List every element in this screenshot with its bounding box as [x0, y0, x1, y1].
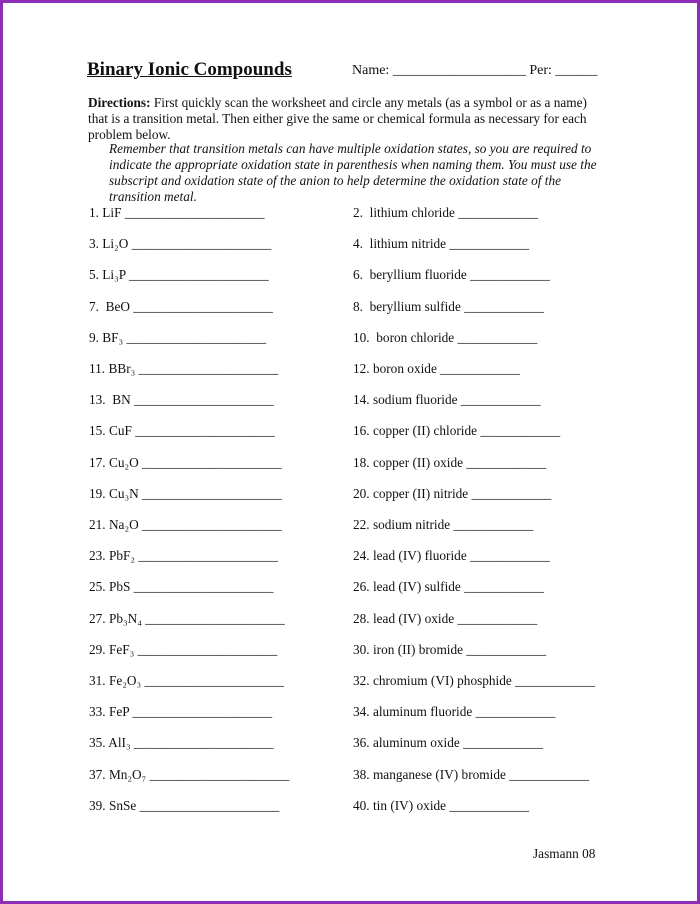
answer-blank[interactable]: ____________ [464, 298, 544, 314]
problem-prompt: boron oxide [372, 361, 441, 376]
answer-blank[interactable]: ____________ [458, 205, 539, 220]
problem-prompt: iron (II) bromide [372, 641, 467, 657]
right-problem-row [353, 423, 560, 439]
right-problem-row [353, 517, 533, 533]
left-problem-row [89, 517, 282, 533]
problem-prompt: lithium nitride [369, 236, 450, 252]
problem-number: 15. [89, 423, 109, 439]
problem-number: 14. [353, 392, 373, 408]
answer-blank[interactable]: ____________ [515, 673, 595, 688]
problem-number: 17. [89, 454, 109, 470]
problem-number: 5. [89, 267, 103, 283]
right-problem-row [353, 642, 546, 658]
answer-blank[interactable]: _____________________ [145, 610, 285, 626]
problem-prompt: beryllium sulfide [369, 298, 465, 314]
worksheet-title: Binary Ionic Compounds [87, 59, 292, 80]
directions-text: First quickly scan the worksheet and circle any metals (as a symbol or as a name) that is a transition metal. Then either give the same or chemical formula as necessary for each problem below. [88, 95, 587, 142]
left-problem-row [89, 392, 274, 408]
answer-blank[interactable]: ____________ [466, 641, 547, 657]
problem-number: 36. [353, 735, 373, 751]
answer-blank[interactable]: _____________________ [128, 267, 269, 283]
problem-prompt: chromium (VI) phosphide [372, 673, 516, 688]
problem-number: 25. [89, 579, 109, 595]
problem-prompt: copper (II) oxide [372, 454, 467, 470]
answer-blank[interactable]: ____________ [460, 392, 541, 408]
problem-number: 32. [353, 673, 373, 688]
answer-blank[interactable]: _____________________ [131, 236, 272, 252]
problem-prompt: beryllium fluoride [369, 267, 471, 283]
left-problem-row [89, 455, 282, 471]
problem-prompt: FeF₃ [108, 641, 138, 657]
author-footer: Jasmann 08 [533, 846, 596, 861]
left-problem-row [89, 423, 275, 439]
problem-prompt: PbF₂ [108, 548, 139, 564]
answer-blank[interactable]: _____________________ [142, 485, 282, 501]
problem-number: 3. [89, 236, 103, 252]
answer-blank[interactable]: ____________ [449, 236, 530, 252]
answer-blank[interactable]: ____________ [463, 735, 543, 751]
problem-prompt: sodium fluoride [372, 392, 461, 408]
answer-blank[interactable]: _____________________ [149, 766, 290, 782]
answer-blank[interactable]: ____________ [466, 454, 547, 470]
problem-number: 22. [353, 517, 373, 532]
problem-prompt: PbS [108, 579, 134, 595]
problem-prompt: lead (IV) sulfide [372, 579, 465, 595]
problem-prompt: BBr₃ [108, 361, 139, 376]
problem-prompt: BF₃ [102, 329, 127, 345]
answer-blank[interactable]: ____________ [457, 610, 538, 626]
right-problem-row [353, 205, 538, 221]
problem-number: 16. [353, 423, 373, 439]
right-problem-row [353, 798, 529, 814]
problem-prompt: copper (II) chloride [372, 423, 481, 439]
problem-number: 31. [89, 673, 109, 688]
left-problem-row [89, 205, 264, 221]
left-problem-row [89, 486, 282, 502]
answer-blank[interactable]: _____________________ [139, 797, 280, 813]
answer-blank[interactable]: ____________ [449, 797, 530, 813]
problem-number: 35. [89, 735, 109, 751]
problem-number: 12. [353, 361, 373, 376]
right-problem-row [353, 299, 544, 315]
answer-blank[interactable]: ____________ [480, 423, 561, 439]
problem-number: 30. [353, 641, 373, 657]
answer-blank[interactable]: _____________________ [142, 454, 282, 470]
problem-prompt: manganese (IV) bromide [372, 766, 510, 782]
problem-number: 29. [89, 641, 109, 657]
problem-prompt: Mn₂O₇ [108, 766, 150, 782]
left-problem-row [89, 330, 266, 346]
problem-number: 33. [89, 704, 109, 720]
problem-prompt: LiF [102, 205, 125, 220]
problem-number: 40. [353, 797, 373, 813]
problem-number: 38. [353, 766, 373, 782]
right-problem-row [353, 236, 529, 252]
problem-prompt: Cu₃N [108, 485, 143, 501]
problem-prompt: boron chloride [376, 329, 458, 345]
right-problem-row [353, 579, 544, 595]
problem-number: 24. [353, 548, 373, 564]
answer-blank[interactable]: _____________________ [126, 329, 267, 345]
right-problem-row [353, 361, 520, 377]
problem-prompt: sodium nitride [372, 517, 454, 532]
problem-number: 4. [353, 236, 370, 252]
answer-blank[interactable]: _____________________ [134, 392, 274, 408]
right-problem-row [353, 267, 550, 283]
problem-prompt: CuF [108, 423, 136, 439]
problem-prompt: tin (IV) oxide [372, 797, 450, 813]
answer-blank[interactable]: _____________________ [144, 673, 285, 688]
problem-prompt: Li₂O [102, 236, 132, 252]
left-problem-row [89, 735, 274, 751]
problem-number: 1. [89, 205, 103, 220]
right-problem-row [353, 330, 537, 346]
right-problem-row [353, 673, 595, 689]
right-problem-row [353, 486, 551, 502]
problem-number: 39. [89, 797, 109, 813]
problem-number: 6. [353, 267, 370, 283]
problem-prompt: lithium chloride [369, 205, 459, 220]
problem-prompt: copper (II) nitride [372, 485, 472, 501]
answer-blank[interactable]: ____________ [470, 267, 550, 283]
answer-blank[interactable]: ____________ [471, 485, 552, 501]
problem-prompt: Pb₃N₄ [108, 610, 146, 626]
problem-prompt: SnSe [108, 797, 140, 813]
problem-number: 37. [89, 766, 109, 782]
answer-blank[interactable]: ____________ [453, 517, 534, 532]
answer-blank[interactable]: _____________________ [137, 641, 278, 657]
left-problem-row [89, 579, 273, 595]
problem-number: 9. [89, 329, 103, 345]
problem-prompt: FeP [108, 704, 133, 720]
problem-number: 26. [353, 579, 373, 595]
right-problem-row [353, 704, 555, 720]
problem-number: 23. [89, 548, 109, 564]
right-problem-row [353, 735, 543, 751]
problem-prompt: Cu₂O [108, 454, 143, 470]
problem-prompt: Fe₂O₃ [108, 673, 145, 688]
answer-blank[interactable]: ____________ [440, 361, 520, 376]
problem-prompt: AlI₃ [108, 735, 134, 751]
answer-blank[interactable]: ____________ [464, 579, 544, 595]
directions-label: Directions: [88, 95, 151, 110]
directions-paragraph [88, 95, 608, 143]
left-problem-row [89, 611, 285, 627]
problem-number: 2. [353, 205, 370, 220]
answer-blank[interactable]: _____________________ [138, 548, 278, 564]
right-problem-row [353, 611, 537, 627]
name-period-field[interactable]: Name: ___________________ Per: ______ [352, 63, 598, 78]
problem-prompt: BN [112, 392, 135, 408]
left-problem-row [89, 236, 271, 252]
problem-number: 21. [89, 517, 109, 532]
left-problem-row [89, 642, 277, 658]
left-problem-row [89, 299, 273, 315]
left-problem-row [89, 673, 284, 689]
answer-blank[interactable]: ____________ [475, 704, 556, 720]
answer-blank[interactable]: ____________ [509, 766, 589, 782]
problem-number: 10. [353, 329, 377, 345]
answer-blank[interactable]: _____________________ [133, 579, 274, 595]
answer-blank[interactable]: _____________________ [135, 423, 275, 439]
problem-prompt: lead (IV) fluoride [372, 548, 471, 564]
right-problem-row [353, 392, 541, 408]
answer-blank[interactable]: _____________________ [133, 735, 274, 751]
problem-number: 20. [353, 485, 373, 501]
answer-blank[interactable]: _____________________ [132, 704, 273, 720]
answer-blank[interactable]: _____________________ [124, 205, 265, 220]
remember-note: Remember that transition metals can have multiple oxidation states, so you are required to indicate the appropriate oxidation state in parenthesis when naming them. You must use the subscript and oxidation state of the anion to help determine the oxidation state of the transition metal. [109, 141, 597, 204]
problem-prompt: BeO [105, 298, 134, 314]
problem-number: 13. [89, 392, 113, 408]
problem-number: 8. [353, 298, 370, 314]
problem-number: 28. [353, 610, 373, 626]
right-problem-row [353, 767, 589, 783]
problem-prompt: Li₃P [102, 267, 129, 283]
problem-number: 19. [89, 485, 109, 501]
right-problem-row [353, 455, 546, 471]
problem-prompt: aluminum oxide [372, 735, 464, 751]
problem-number: 27. [89, 610, 109, 626]
left-problem-row [89, 361, 278, 377]
problem-prompt: aluminum fluoride [372, 704, 476, 720]
answer-blank[interactable]: _____________________ [133, 298, 273, 314]
problem-number: 34. [353, 704, 373, 720]
left-problem-row [89, 704, 272, 720]
left-problem-row [89, 267, 269, 283]
right-problem-row [353, 548, 550, 564]
answer-blank[interactable]: ____________ [457, 329, 538, 345]
left-problem-row [89, 767, 289, 783]
problem-prompt: lead (IV) oxide [372, 610, 458, 626]
problem-number: 18. [353, 454, 373, 470]
problem-number: 11. [89, 361, 109, 376]
answer-blank[interactable]: ____________ [470, 548, 550, 564]
problem-number: 7. [89, 298, 106, 314]
left-problem-row [89, 798, 279, 814]
problem-prompt: Na₂O [108, 517, 143, 532]
answer-blank[interactable]: _____________________ [138, 361, 279, 376]
answer-blank[interactable]: _____________________ [142, 517, 282, 532]
left-problem-row [89, 548, 278, 564]
